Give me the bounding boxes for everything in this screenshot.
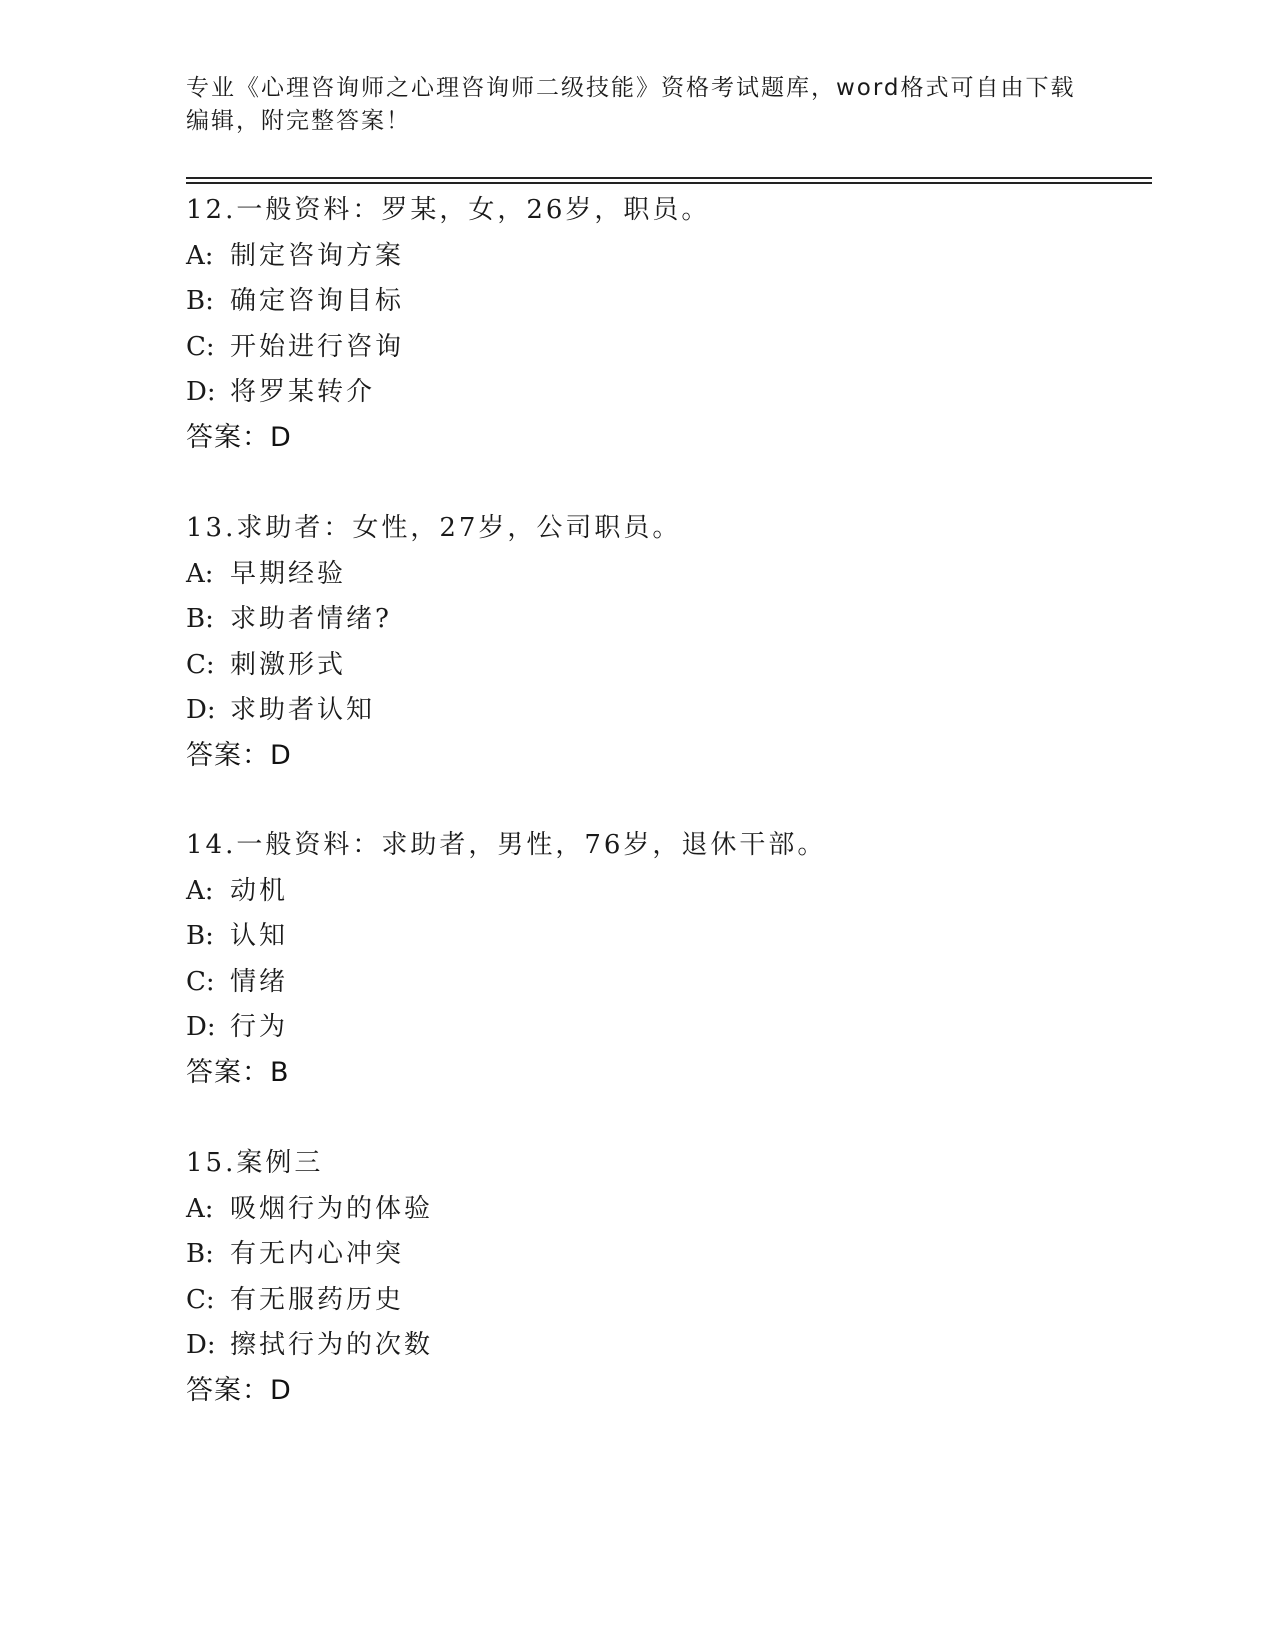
option-key: C: [186,966,215,997]
option-key: C: [186,1284,215,1315]
header-line-1: 专业《心理咨询师之心理咨询师二级技能》资格考试题库，word格式可自由下载 [186,75,1076,101]
option-c [186,650,1146,680]
option-text: 早期经验 [230,558,347,589]
answer-line: 答案：D [186,739,292,771]
option-key: C: [186,649,215,680]
option-key: B: [186,1239,214,1269]
option-key: A: [186,558,214,589]
option-key: D: [186,1012,216,1042]
option-c [186,1285,1146,1315]
option-d [186,1012,1146,1042]
option-key: A: [186,1193,214,1224]
header-divider-top [186,177,1152,179]
question-block [186,830,1146,1088]
option-text: 将罗某转介 [230,377,376,407]
option-a [186,876,1146,906]
option-key: B: [186,604,214,634]
option-key: B: [186,286,214,316]
question-block [186,195,1146,453]
option-key: D: [186,695,216,725]
option-c [186,332,1146,362]
option-text: 开始进行咨询 [230,331,405,362]
option-d [186,695,1146,725]
option-b [186,1239,1146,1269]
option-key: D: [186,1330,216,1360]
option-key: D: [186,377,216,407]
option-key: C: [186,331,215,362]
question-block [186,1148,1146,1406]
question-stem: 13.求助者：女性，27岁，公司职员。 [186,513,682,543]
answer-line: 答案：B [186,1056,290,1088]
option-key: B: [186,921,214,951]
option-a [186,241,1146,271]
option-b [186,921,1146,951]
option-b [186,604,1146,634]
option-a [186,559,1146,589]
option-text: 求助者认知 [230,695,376,725]
option-key: A: [186,240,214,271]
option-text: 动机 [230,875,289,906]
option-text: 求助者情绪? [230,604,392,634]
option-text: 有无服药历史 [230,1284,405,1315]
option-text: 制定咨询方案 [230,240,405,271]
question-block [186,513,1146,771]
option-text: 确定咨询目标 [230,286,405,316]
answer-line: 答案：D [186,421,292,453]
header-line-2: 编辑，附完整答案！ [186,108,411,134]
option-text: 认知 [230,921,289,951]
option-text: 情绪 [230,966,289,997]
option-b [186,286,1146,316]
document-header [186,72,1086,138]
question-stem: 15.案例三 [186,1148,324,1178]
option-a [186,1194,1146,1224]
option-text: 擦拭行为的次数 [230,1330,434,1360]
option-key: A: [186,875,214,906]
question-stem: 12.一般资料：罗某，女，26岁，职员。 [186,195,711,225]
header-divider-bottom [186,182,1152,184]
answer-line: 答案：D [186,1374,292,1406]
option-text: 行为 [230,1012,289,1042]
option-text: 刺激形式 [230,649,347,680]
option-text: 有无内心冲突 [230,1239,405,1269]
question-stem: 14.一般资料：求助者，男性，76岁，退休干部。 [186,830,827,860]
option-text: 吸烟行为的体验 [230,1193,434,1224]
option-d [186,377,1146,407]
option-d [186,1330,1146,1360]
option-c [186,967,1146,997]
